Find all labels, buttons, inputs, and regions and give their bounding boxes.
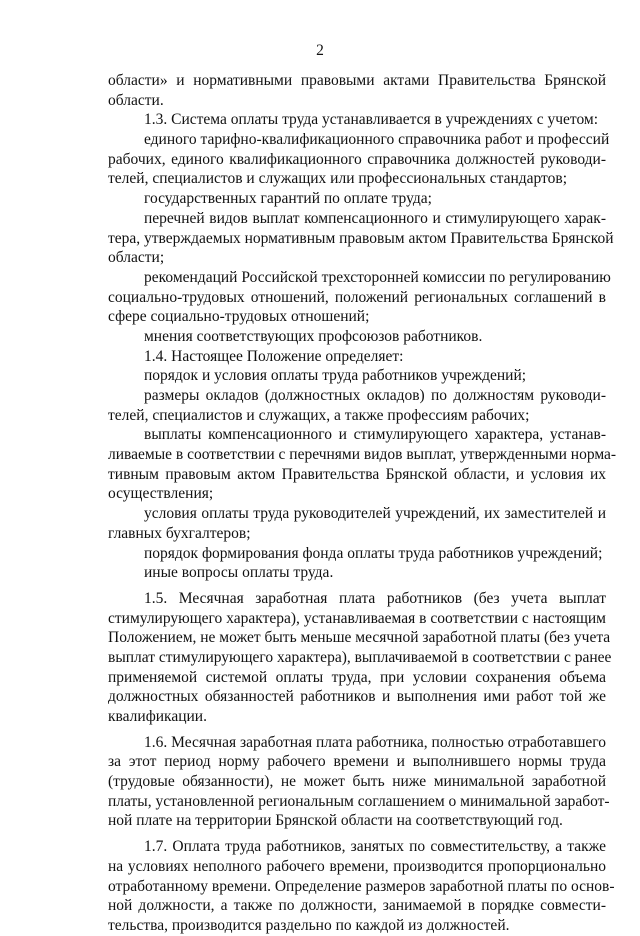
text-line: выплаты компенсационного и стимулирующего характера, устанав- [144, 426, 606, 444]
text-line: порядок и условия оплаты труда работников учреждений; [144, 367, 527, 385]
text-line: ной плате на территории Брянской области на соответствующий год. [108, 812, 563, 830]
text-line: тельства, производится раздельно по каждой из должностей. [108, 916, 510, 934]
text-line: тера, утверждаемых нормативным правовым актом Правительства Брянской [108, 229, 614, 247]
text-line: 1.6. Месячная заработная плата работника, полностью отработавшего [144, 733, 606, 751]
paragraph [108, 589, 612, 727]
text-line: тивным правовым актом Правительства Брянской области, и условия их [108, 465, 606, 483]
paragraph [108, 425, 617, 504]
text-line: применяемой системой оплаты труда, при условии сохранения объема [108, 668, 606, 686]
text-line: перечней видов выплат компенсационного и стимулирующего харак- [144, 209, 606, 227]
paragraph [108, 837, 615, 935]
paragraph [108, 209, 614, 268]
text-line: области; [108, 249, 165, 267]
paragraph [108, 327, 606, 347]
paragraph [108, 386, 606, 425]
paragraph [108, 71, 606, 110]
text-line: на условиях неполного рабочего времени, производится пропорционально [108, 857, 606, 875]
document-body [108, 71, 617, 936]
text-line: 1.7. Оплата труда работников, занятых по совместительству, а также [144, 838, 606, 856]
paragraph [108, 563, 606, 583]
text-line: Положением, не может быть меньше месячной заработной платы (без учета [108, 629, 611, 647]
text-line: выплат стимулирующего характера), выплачиваемой в соответствии с ранее [108, 648, 612, 666]
text-line: за этот период норму рабочего времени и выполнившего нормы труда [108, 753, 606, 771]
text-line: размеры окладов (должностных окладов) по должностям руководи- [144, 387, 606, 404]
text-line: должностных обязанностей работников и выполнения ими работ той же [108, 688, 606, 706]
text-line: главных бухгалтеров; [108, 524, 251, 542]
text-line: условия оплаты труда руководителей учреждений, их заместителей и [144, 505, 606, 523]
paragraph [108, 110, 606, 130]
text-line: области. [108, 91, 164, 109]
text-line: единого тарифно-квалификационного справочника работ и профессий [144, 131, 610, 149]
text-line: платы, установленной региональным соглашением о минимальной заработ- [108, 792, 610, 810]
text-line: иные вопросы оплаты труда. [144, 564, 334, 582]
text-line: ной должности, а также по должности, занимаемой в порядке совмести- [108, 897, 606, 915]
paragraph [108, 130, 610, 189]
text-line: порядок формирования фонда оплаты труда работников учреждений; [144, 544, 603, 562]
paragraph [108, 504, 606, 543]
paragraph [108, 733, 610, 831]
paragraph [108, 268, 611, 327]
page-number: 2 [316, 42, 324, 59]
text-line: 1.5. Месячная заработная плата работников (без учета выплат [144, 589, 606, 607]
paragraph [108, 347, 606, 367]
paragraph [108, 544, 606, 564]
text-line: осуществления; [108, 485, 214, 503]
text-line: 1.3. Система оплаты труда устанавливается в учреждениях с учетом: [144, 111, 599, 129]
text-line: (трудовые обязанности), не может быть ниже минимальной заработной [108, 773, 606, 791]
text-line: рабочих, единого квалификационного справочника должностей руководи- [108, 150, 606, 168]
paragraph [108, 366, 606, 386]
text-line: стимулирующего характера), устанавливаемая в соответствии с настоящим [108, 609, 606, 627]
text-line: мнения соответствующих профсоюзов работников. [144, 327, 483, 345]
text-line: отработанному времени. Определение размеров заработной платы по основ- [108, 877, 615, 895]
text-line: области» и нормативными правовыми актами Правительства Брянской [108, 72, 606, 89]
paragraph [108, 189, 606, 209]
text-line: сфере социально-трудовых отношений; [108, 308, 370, 326]
text-line: телей, специалистов и служащих, а также профессиям рабочих; [108, 406, 530, 424]
text-line: рекомендаций Российской трехсторонней комиссии по регулированию [144, 268, 611, 286]
text-line: 1.4. Настоящее Положение определяет: [144, 347, 404, 365]
text-line: государственных гарантий по оплате труда; [144, 190, 432, 208]
text-line: ливаемые в соответствии с перечнями видов выплат, утвержденными норма- [108, 446, 617, 464]
text-line: квалификации. [108, 708, 207, 725]
text-line: телей, специалистов и служащих или профессиональных стандартов; [108, 170, 567, 188]
text-line: социально-трудовых отношений, положений региональных соглашений в [108, 288, 606, 306]
